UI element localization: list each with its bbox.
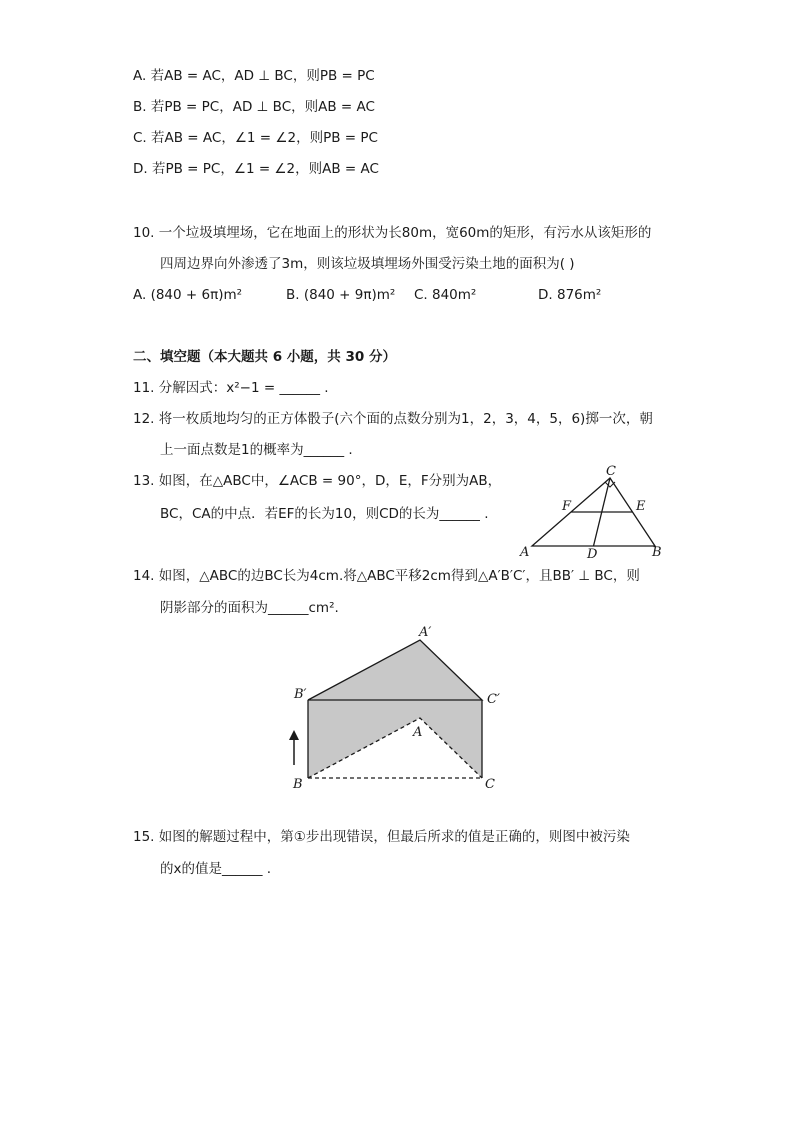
q9-option-c: C. 若AB = AC，∠1 = ∠2，则PB = PC xyxy=(133,130,378,146)
q10-option-d: D. 876m² xyxy=(538,287,602,303)
q12-line-2: 上一面点数是1的概率为______ . xyxy=(160,442,353,458)
q13-line-2: BC，CA的中点．若EF的长为10，则CD的长为______ . xyxy=(160,506,489,522)
q14-label-c-prime: C′ xyxy=(487,692,500,707)
q14-label-a: A xyxy=(413,725,423,740)
q13-label-e: E xyxy=(636,499,646,514)
q14-label-c: C xyxy=(485,777,495,792)
q14-label-b: B xyxy=(293,777,303,792)
q13-label-b: B xyxy=(652,545,662,560)
q12-line-1: 12. 将一枚质地均匀的正方体骰子(六个面的点数分别为1，2，3，4，5，6)掷一次，朝 xyxy=(133,411,653,427)
q9-option-d: D. 若PB = PC，∠1 = ∠2，则AB = AC xyxy=(133,161,379,177)
q13-label-a: A xyxy=(520,545,530,560)
section-heading: 二、填空题（本大题共 6 小题，共 30 分） xyxy=(133,349,396,365)
q15-line-1: 15. 如图的解题过程中，第①步出现错误，但最后所求的值是正确的，则图中被污染 xyxy=(133,829,630,845)
q13-line-1: 13. 如图，在△ABC中，∠ACB = 90°，D，E，F分别为AB， xyxy=(133,473,502,489)
q11-text: 11. 分解因式：x²−1 = ______ . xyxy=(133,380,329,396)
q14-line-1: 14. 如图，△ABC的边BC长为4cm.将△ABC平移2cm得到△A′B′C′，且BB′ ⊥ BC，则 xyxy=(133,568,640,584)
q14-label-a-prime: A′ xyxy=(419,625,432,640)
q14-label-b-prime: B′ xyxy=(294,687,307,702)
q13-triangle-figure xyxy=(510,460,670,560)
q10-line-1: 10. 一个垃圾填埋场，它在地面上的形状为长80m，宽60m的矩形，有污水从该矩形的 xyxy=(133,225,652,241)
q15-line-2: 的x的值是______ . xyxy=(160,861,272,877)
q14-line-2: 阴影部分的面积为______cm². xyxy=(160,600,339,616)
q14-translation-figure xyxy=(280,620,520,800)
q10-option-b: B. (840 + 9π)m² xyxy=(286,287,396,303)
q10-option-c: C. 840m² xyxy=(414,287,477,303)
q13-label-d: D xyxy=(587,547,598,562)
q9-option-a: A. 若AB = AC，AD ⊥ BC，则PB = PC xyxy=(133,68,375,84)
q9-option-b: B. 若PB = PC，AD ⊥ BC，则AB = AC xyxy=(133,99,375,115)
q13-label-c: C xyxy=(606,464,616,479)
q10-option-a: A. (840 + 6π)m² xyxy=(133,287,243,303)
q13-label-f: F xyxy=(562,499,572,514)
q10-line-2: 四周边界向外渗透了3m，则该垃圾填埋场外围受污染土地的面积为( ) xyxy=(160,256,575,272)
